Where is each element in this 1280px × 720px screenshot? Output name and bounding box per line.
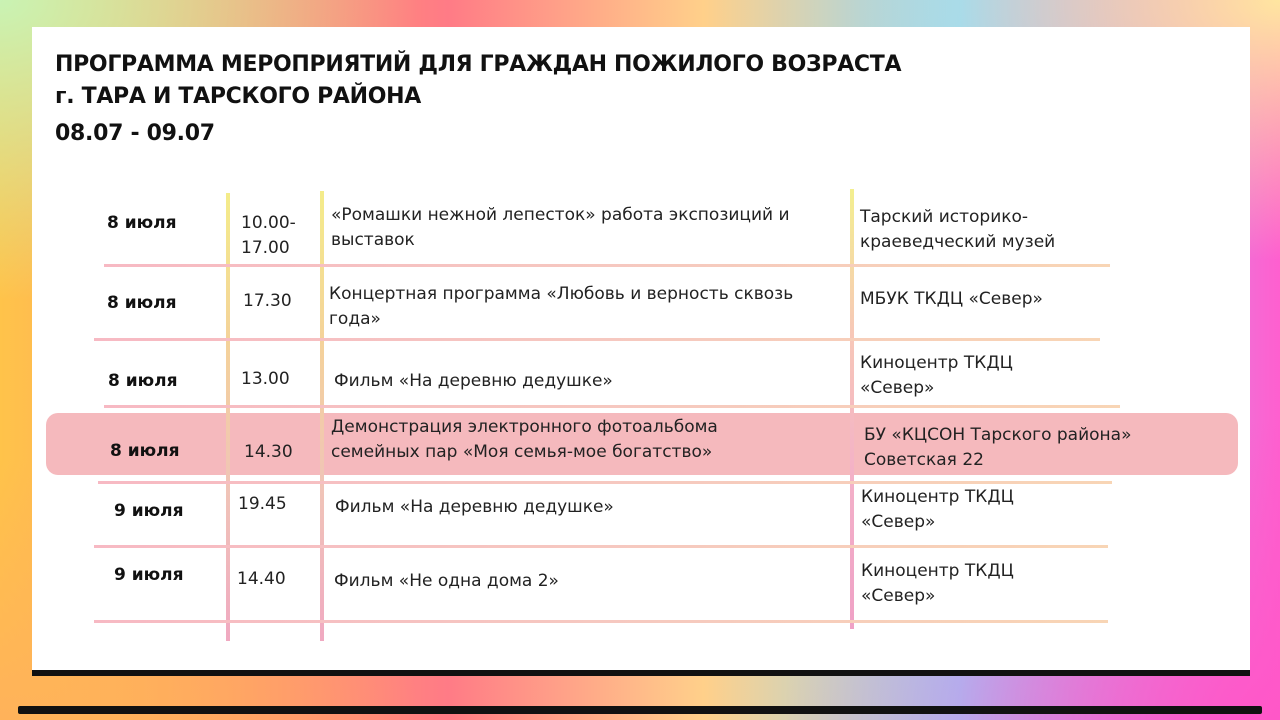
- column-divider-1: [226, 193, 230, 641]
- row-5-event: Фильм «На деревню дедушке»: [335, 497, 614, 517]
- title-line-2: г. ТАРА И ТАРСКОГО РАЙОНА: [55, 84, 421, 109]
- row-3-event: Фильм «На деревню дедушке»: [334, 371, 613, 391]
- row-2-date: 8 июля: [107, 293, 177, 313]
- row-6-date: 9 июля: [114, 565, 184, 585]
- row-divider-2: [94, 338, 1100, 341]
- row-divider-5: [94, 545, 1108, 548]
- row-3-date: 8 июля: [108, 371, 178, 391]
- row-5-date: 9 июля: [114, 501, 184, 521]
- column-divider-3: [850, 189, 854, 629]
- row-divider-1: [104, 264, 1110, 267]
- row-6-place: Киноцентр ТКДЦ «Север»: [861, 561, 1014, 606]
- row-2-event: Концертная программа «Любовь и верность сквозь года»: [329, 284, 794, 329]
- row-5-place: Киноцентр ТКДЦ «Север»: [861, 487, 1014, 532]
- row-1-event: «Ромашки нежной лепесток» работа экспозиций и выставок: [331, 205, 790, 250]
- date-range: 08.07 - 09.07: [55, 121, 215, 146]
- row-4-time: 14.30: [244, 442, 293, 462]
- title-line-1: ПРОГРАММА МЕРОПРИЯТИЙ ДЛЯ ГРАЖДАН ПОЖИЛОГО ВОЗРАСТА: [55, 52, 902, 77]
- row-4-event: Демонстрация электронного фотоальбома семейных пар «Моя семья-мое богатство»: [331, 417, 718, 462]
- row-4-place: БУ «КЦСОН Тарского района» Советская 22: [864, 425, 1132, 470]
- row-2-time: 17.30: [243, 291, 292, 311]
- row-3-place: Киноцентр ТКДЦ «Север»: [860, 353, 1013, 398]
- row-1-place: Тарский историко-краеведческий музей: [860, 207, 1056, 252]
- row-4-date: 8 июля: [110, 441, 180, 461]
- row-divider-4: [98, 481, 1112, 484]
- row-2-place: МБУК ТКДЦ «Север»: [860, 289, 1043, 309]
- bottom-shadow-bar: [18, 706, 1262, 714]
- row-divider-3: [104, 405, 1120, 408]
- row-6-time: 14.40: [237, 569, 286, 589]
- row-3-time: 13.00: [241, 369, 290, 389]
- row-1-time: 10.00- 17.00: [241, 213, 296, 258]
- row-1-date: 8 июля: [107, 213, 177, 233]
- schedule-card: [32, 27, 1250, 670]
- row-divider-6: [94, 620, 1108, 623]
- row-6-event: Фильм «Не одна дома 2»: [334, 571, 559, 591]
- row-5-time: 19.45: [238, 494, 287, 514]
